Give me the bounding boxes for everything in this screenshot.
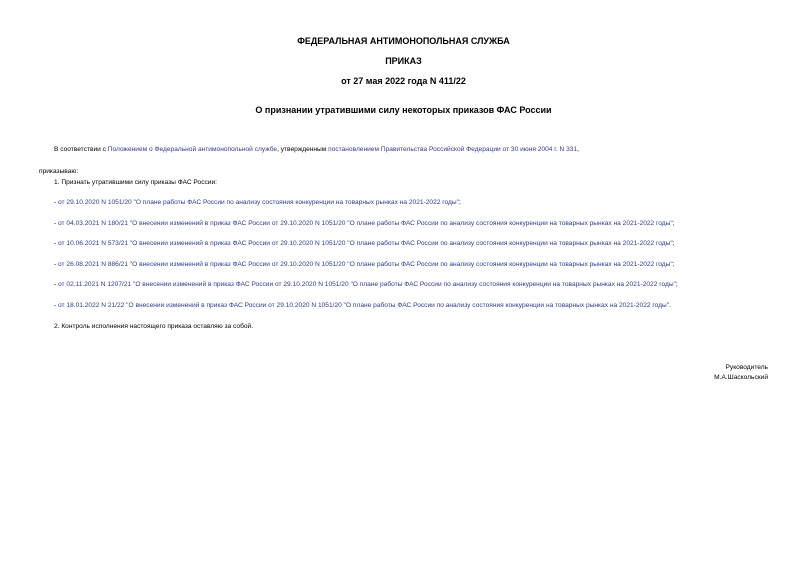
list-item: - от 18.01.2022 N 21/22 "О внесении изменений в приказ ФАС России от 29.10.2020 N 1051/20 "О плане работы ФАС России по анализу состояния конкуренции на товарных рынках на 2021-2022 годы".	[54, 302, 671, 309]
order-link[interactable]: от 02.11.2021 N 1207/21 "О внесении изменений в приказ ФАС России от 29.10.2020 N 1051/20 "О плане работы ФАС России по анализу состояния конкуренции на товарных рынках на 2021-2022 годы"	[58, 281, 676, 288]
item-2: 2. Контроль исполнения настоящего приказа оставляю за собой.	[54, 323, 254, 330]
list-item: - от 29.10.2020 N 1051/20 "О плане работы ФАС России по анализу состояния конкуренции на товарных рынках на 2021-2022 годы";	[54, 199, 461, 206]
document-title: О признании утратившими силу некоторых приказов ФАС России	[255, 105, 552, 115]
preamble-paragraph	[54, 146, 579, 154]
government-decree-link[interactable]: постановлением Правительства Российской Федерации от 30 июня 2004 г. N 331	[328, 146, 578, 153]
signature-name: М.А.Шаскольский	[714, 374, 768, 381]
signature-position: Руководитель	[725, 364, 768, 371]
order-link[interactable]: от 26.08.2021 N 886/21 "О внесении изменений в приказ ФАС России от 29.10.2020 N 1051/20 "О плане работы ФАС России по анализу состояния конкуренции на товарных рынках на 2021-2022 годы"	[58, 261, 673, 268]
preamble-prefix: В соответствии с	[54, 146, 108, 153]
list-item: - от 26.08.2021 N 886/21 "О внесении изменений в приказ ФАС России от 29.10.2020 N 1051/20 "О плане работы ФАС России по анализу состояния конкуренции на товарных рынках на 2021-2022 годы";	[54, 261, 675, 268]
regulation-link[interactable]: Положением о Федеральной антимонопольной службе	[107, 146, 278, 153]
order-link[interactable]: от 29.10.2020 N 1051/20 "О плане работы ФАС России по анализу состояния конкуренции на товарных рынках на 2021-2022 годы"	[58, 199, 459, 206]
preamble-suffix: ,	[577, 146, 579, 153]
document-date-number: от 27 мая 2022 года N 411/22	[341, 76, 466, 86]
agency-name: ФЕДЕРАЛЬНАЯ АНТИМОНОПОЛЬНАЯ СЛУЖБА	[297, 36, 510, 46]
preamble-middle: , утвержденным	[277, 146, 329, 153]
order-word: приказываю:	[39, 168, 79, 175]
order-link[interactable]: от 04.03.2021 N 180/21 "О внесении изменений в приказ ФАС России от 29.10.2020 N 1051/20 "О плане работы ФАС России по анализу состояния конкуренции на товарных рынках на 2021-2022 годы"	[58, 220, 673, 227]
list-item: - от 10.06.2021 N 573/21 "О внесении изменений в приказ ФАС России от 29.10.2020 N 1051/20 "О плане работы ФАС России по анализу состояния конкуренции на товарных рынках на 2021-2022 годы";	[54, 240, 675, 247]
document-type: ПРИКАЗ	[385, 56, 422, 66]
order-link[interactable]: от 10.06.2021 N 573/21 "О внесении изменений в приказ ФАС России от 29.10.2020 N 1051/20 "О плане работы ФАС России по анализу состояния конкуренции на товарных рынках на 2021-2022 годы"	[58, 240, 673, 247]
item-1: 1. Признать утратившими силу приказы ФАС России:	[54, 179, 218, 186]
order-link[interactable]: от 18.01.2022 N 21/22 "О внесении изменений в приказ ФАС России от 29.10.2020 N 1051/20 "О плане работы ФАС России по анализу состояния конкуренции на товарных рынках на 2021-2022 годы"	[58, 302, 670, 309]
list-item: - от 04.03.2021 N 180/21 "О внесении изменений в приказ ФАС России от 29.10.2020 N 1051/20 "О плане работы ФАС России по анализу состояния конкуренции на товарных рынках на 2021-2022 годы";	[54, 220, 675, 227]
list-item: - от 02.11.2021 N 1207/21 "О внесении изменений в приказ ФАС России от 29.10.2020 N 1051/20 "О плане работы ФАС России по анализу состояния конкуренции на товарных рынках на 2021-2022 годы";	[54, 281, 678, 288]
